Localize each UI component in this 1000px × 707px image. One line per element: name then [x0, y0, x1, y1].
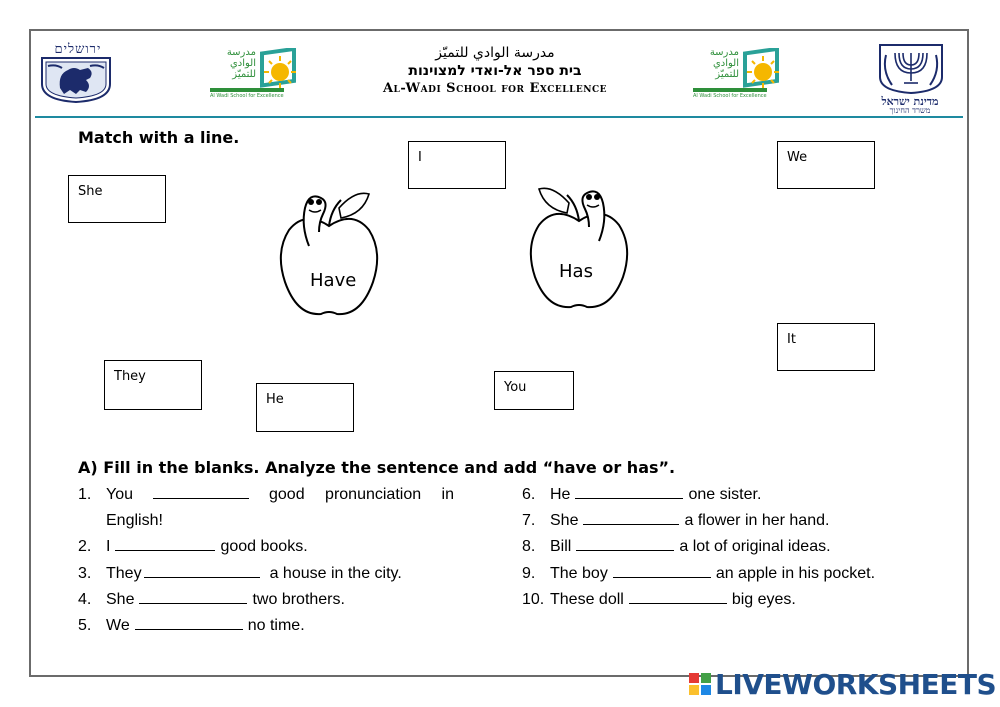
- apple-worm-have-icon: [275, 186, 383, 320]
- item-subject: Bill: [550, 538, 572, 556]
- logo-bar: [210, 88, 284, 92]
- pronoun-box-they[interactable]: They: [104, 360, 202, 410]
- pronoun-box-i[interactable]: I: [408, 141, 506, 189]
- school-logo-english: Al Wadi School for Excellence: [693, 93, 767, 99]
- ministry-country: מדינת ישראל: [881, 95, 939, 108]
- header-divider: [35, 116, 963, 118]
- answer-blank[interactable]: [613, 563, 711, 578]
- item-number: 3.: [78, 564, 92, 582]
- item-number: 2.: [78, 538, 92, 556]
- jerusalem-crest-icon: [36, 44, 116, 104]
- item-predicate: a flower in her hand.: [684, 512, 830, 530]
- logo-brick-3: [689, 685, 699, 695]
- answer-blank[interactable]: [629, 589, 727, 604]
- item-subject: These doll: [550, 590, 624, 608]
- list-item: [522, 508, 942, 534]
- fill-instruction: A) Fill in the blanks. Analyze the sentence and add “have or has”.: [78, 458, 676, 477]
- item-predicate: good pronunciation in: [269, 486, 455, 503]
- match-instruction: Match with a line.: [78, 128, 240, 147]
- item-number: 6.: [522, 486, 536, 503]
- item-predicate: no time.: [247, 617, 305, 635]
- logo-brick-2: [701, 673, 711, 683]
- item-subject: She: [550, 512, 579, 530]
- item-predicate: a lot of original ideas.: [679, 538, 831, 556]
- item-subject: You: [106, 486, 133, 503]
- item-number: 7.: [522, 512, 536, 530]
- item-predicate: an apple in his pocket.: [715, 564, 876, 582]
- school-logo-english: Al Wadi School for Excellence: [210, 93, 284, 99]
- list-item: [522, 482, 942, 508]
- menorah-emblem-icon: [866, 43, 956, 95]
- item-subject: We: [106, 617, 130, 635]
- item-predicate: big eyes.: [731, 590, 796, 608]
- list-item: [78, 482, 478, 508]
- item-number: 4.: [78, 590, 92, 608]
- answer-blank[interactable]: [144, 563, 260, 578]
- school-name-english: Al-Wadi School for Excellence: [382, 81, 608, 96]
- item-number: 5.: [78, 617, 92, 635]
- school-name-arabic: مدرسة الوادي للتميّز: [435, 45, 555, 61]
- item-predicate: one sister.: [688, 486, 762, 503]
- item-subject: He: [550, 486, 571, 503]
- item-subject: They: [106, 564, 142, 582]
- item-number: 1.: [78, 486, 92, 503]
- school-name-hebrew: בית ספר אל-ואדי למצוינות: [408, 63, 582, 79]
- item-number: 8.: [522, 538, 536, 556]
- list-item: [522, 534, 942, 560]
- pronoun-box-he[interactable]: He: [256, 383, 354, 432]
- answer-blank[interactable]: [135, 615, 243, 630]
- item-predicate: two brothers.: [252, 590, 345, 608]
- answer-blank[interactable]: [153, 484, 249, 499]
- answer-blank[interactable]: [583, 510, 679, 525]
- answer-blank[interactable]: [115, 536, 215, 551]
- school-logo-arabic: مدرسة الوادي للتميّز: [709, 47, 739, 80]
- sun-logo-icon: [741, 48, 785, 92]
- list-item: [522, 561, 942, 587]
- sun-logo-icon: [258, 48, 302, 92]
- list-item: [522, 587, 942, 613]
- pronoun-box-she[interactable]: She: [68, 175, 166, 223]
- answer-blank[interactable]: [575, 484, 683, 499]
- liveworksheets-brand: [689, 668, 996, 700]
- answer-blank[interactable]: [139, 589, 247, 604]
- apple-worm-has-icon: [525, 183, 633, 313]
- item-number: 10.: [522, 590, 545, 608]
- item-predicate: a house in the city.: [269, 564, 402, 582]
- school-logo-arabic: مدرسة الوادي للتميّز: [226, 47, 256, 80]
- item-subject: The boy: [550, 564, 608, 582]
- fill-list-left: [78, 482, 478, 639]
- liveworksheets-logo-icon: [689, 673, 711, 695]
- school-logo-left: [210, 44, 302, 104]
- logo-brick-4: [701, 685, 711, 695]
- fill-list-right: [522, 482, 942, 613]
- jerusalem-label: ירושלים: [54, 42, 102, 57]
- list-item: [78, 534, 478, 560]
- logo-brick-1: [689, 673, 699, 683]
- school-logo-right: [693, 44, 785, 104]
- pronoun-box-we[interactable]: We: [777, 141, 875, 189]
- ministry-emblem: [866, 43, 956, 115]
- pronoun-box-you[interactable]: You: [494, 371, 574, 410]
- ministry-name: משרד החינוך: [889, 106, 931, 115]
- list-item: [78, 587, 478, 613]
- item-subject: She: [106, 590, 135, 608]
- list-item: [78, 613, 478, 639]
- apple-label-have: Have: [310, 270, 357, 291]
- answer-blank[interactable]: [576, 536, 674, 551]
- apple-label-has: Has: [559, 261, 593, 282]
- item-predicate: good books.: [220, 538, 308, 556]
- list-item-continuation: English!: [106, 512, 163, 530]
- brand-name: LIVEWORKSHEETS: [715, 667, 997, 701]
- list-item: [78, 561, 478, 587]
- pronoun-box-it[interactable]: It: [777, 323, 875, 371]
- item-subject: I: [106, 538, 111, 556]
- item-number: 9.: [522, 564, 536, 582]
- logo-bar: [693, 88, 767, 92]
- school-name-block: [330, 44, 660, 97]
